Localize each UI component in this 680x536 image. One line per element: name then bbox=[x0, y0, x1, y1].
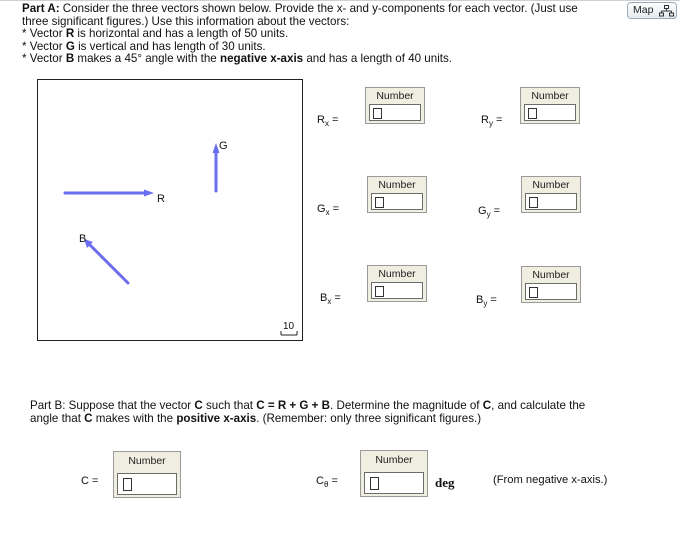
by-input[interactable] bbox=[525, 283, 577, 300]
vector-b-arrow[interactable] bbox=[88, 243, 128, 283]
by-subscript: y bbox=[483, 299, 488, 309]
c-magnitude-input[interactable] bbox=[117, 473, 177, 495]
part-b-label: Part B: bbox=[30, 399, 66, 412]
intro-line-2: three significant figures.) Use this information about the vectors: bbox=[22, 14, 350, 28]
part-b-text-3: . Determine the magnitude of bbox=[330, 399, 483, 412]
number-label: Number bbox=[532, 179, 570, 191]
part-b-text-6: makes with the bbox=[92, 411, 177, 425]
part-b-text-4: , and calculate the bbox=[491, 399, 586, 412]
number-label: Number bbox=[532, 269, 570, 281]
rx-label bbox=[317, 114, 338, 130]
c-label: C = bbox=[81, 475, 99, 487]
gx-input[interactable] bbox=[371, 193, 423, 210]
bx-label bbox=[320, 292, 341, 308]
gx-equals: = bbox=[329, 203, 340, 215]
bx-subscript: x bbox=[327, 297, 332, 307]
vector-r-arrowhead bbox=[144, 190, 154, 197]
ry-number-box bbox=[520, 87, 580, 124]
c-number-box bbox=[113, 451, 181, 498]
rx-equals: = bbox=[328, 114, 339, 126]
gx-label bbox=[317, 203, 339, 219]
c-angle-input[interactable] bbox=[364, 472, 424, 494]
number-label: Number bbox=[378, 268, 416, 280]
vector-r-label: R bbox=[157, 193, 165, 205]
bullet-b-text-end: and has a length of 40 units. bbox=[303, 52, 453, 66]
ry-letter: R bbox=[481, 114, 489, 126]
gy-equals: = bbox=[490, 205, 501, 217]
bx-number-box bbox=[367, 265, 427, 302]
bx-letter: B bbox=[320, 292, 328, 304]
ry-input[interactable] bbox=[524, 104, 576, 121]
intro-text-1: Consider the three vectors shown below. Provide the x- and y-components for each vector. (Just use bbox=[59, 2, 578, 15]
part-b-instructions bbox=[30, 400, 650, 425]
c-theta-letter: C bbox=[316, 475, 324, 487]
part-b-text-7: . (Remember: only three significant figures.) bbox=[256, 411, 482, 425]
bullet-r-name: R bbox=[65, 27, 75, 41]
part-a-label: Part A: bbox=[22, 2, 60, 15]
rx-letter: R bbox=[317, 114, 325, 126]
c-theta-subscript: θ bbox=[323, 480, 329, 490]
bullet-g-name: G bbox=[65, 39, 75, 53]
rx-number-box bbox=[365, 87, 425, 124]
by-label bbox=[476, 294, 497, 310]
gy-label bbox=[478, 205, 500, 221]
bullet-g-text: is vertical and has length of 30 units. bbox=[74, 39, 266, 53]
part-b-c: C bbox=[194, 399, 203, 412]
ry-subscript: y bbox=[488, 119, 493, 129]
part-b-equation: C = R + G + B bbox=[256, 399, 331, 412]
bullet-g-prefix: * Vector bbox=[22, 39, 66, 53]
rx-subscript: x bbox=[324, 119, 329, 129]
part-b-text-5: angle that bbox=[30, 411, 85, 425]
part-a-instructions bbox=[22, 3, 622, 66]
vector-diagram-canvas bbox=[38, 80, 302, 340]
map-button[interactable] bbox=[627, 2, 677, 19]
number-label: Number bbox=[376, 90, 414, 102]
c-theta-number-box bbox=[360, 450, 428, 497]
bullet-r-prefix: * Vector bbox=[22, 27, 66, 41]
angle-reference-note: (From negative x-axis.) bbox=[493, 474, 608, 486]
part-b-text-2: such that bbox=[202, 399, 257, 412]
bullet-b-prefix: * Vector bbox=[22, 52, 66, 66]
by-equals: = bbox=[487, 294, 497, 306]
part-b-c-3: C bbox=[84, 411, 93, 425]
vector-diagram bbox=[37, 79, 303, 341]
gy-input[interactable] bbox=[525, 193, 577, 210]
number-label: Number bbox=[378, 179, 416, 191]
c-theta-equals: = bbox=[328, 475, 338, 487]
degree-unit: deg bbox=[435, 475, 455, 490]
number-label: Number bbox=[128, 455, 166, 467]
bullet-r-text: is horizontal and has a length of 50 units. bbox=[74, 27, 289, 41]
bullet-b-name: B bbox=[65, 52, 75, 66]
vector-b-label: B bbox=[79, 233, 87, 245]
part-b-text-1: Suppose that the vector bbox=[65, 399, 195, 412]
gy-letter: G bbox=[478, 205, 487, 217]
bx-input[interactable] bbox=[371, 282, 423, 299]
rx-input[interactable] bbox=[369, 104, 421, 121]
gy-number-box bbox=[521, 176, 581, 213]
ry-label bbox=[481, 114, 502, 130]
number-label: Number bbox=[531, 90, 569, 102]
ry-equals: = bbox=[492, 114, 503, 126]
map-button-label: Map bbox=[633, 4, 654, 16]
part-b-c-2: C bbox=[482, 399, 492, 412]
part-b-axis: positive x-axis bbox=[176, 411, 257, 425]
bullet-b bbox=[22, 53, 622, 66]
by-number-box bbox=[521, 266, 581, 303]
vector-g-label: G bbox=[219, 140, 228, 152]
sitemap-icon bbox=[659, 5, 674, 17]
part-b-line-2 bbox=[30, 413, 650, 426]
number-label: Number bbox=[375, 454, 413, 466]
top-divider bbox=[0, 0, 680, 1]
bullet-b-axis: negative x-axis bbox=[219, 52, 304, 66]
gx-subscript: x bbox=[325, 208, 330, 218]
c-theta-label bbox=[316, 475, 338, 491]
bullet-b-text: makes a 45° angle with the bbox=[74, 52, 220, 66]
by-letter: B bbox=[476, 294, 484, 306]
gx-letter: G bbox=[317, 203, 326, 215]
bx-equals: = bbox=[331, 292, 341, 304]
gy-subscript: y bbox=[486, 210, 491, 220]
scale-label: 10 bbox=[283, 321, 295, 332]
gx-number-box bbox=[367, 176, 427, 213]
intro-line-1 bbox=[22, 3, 622, 16]
